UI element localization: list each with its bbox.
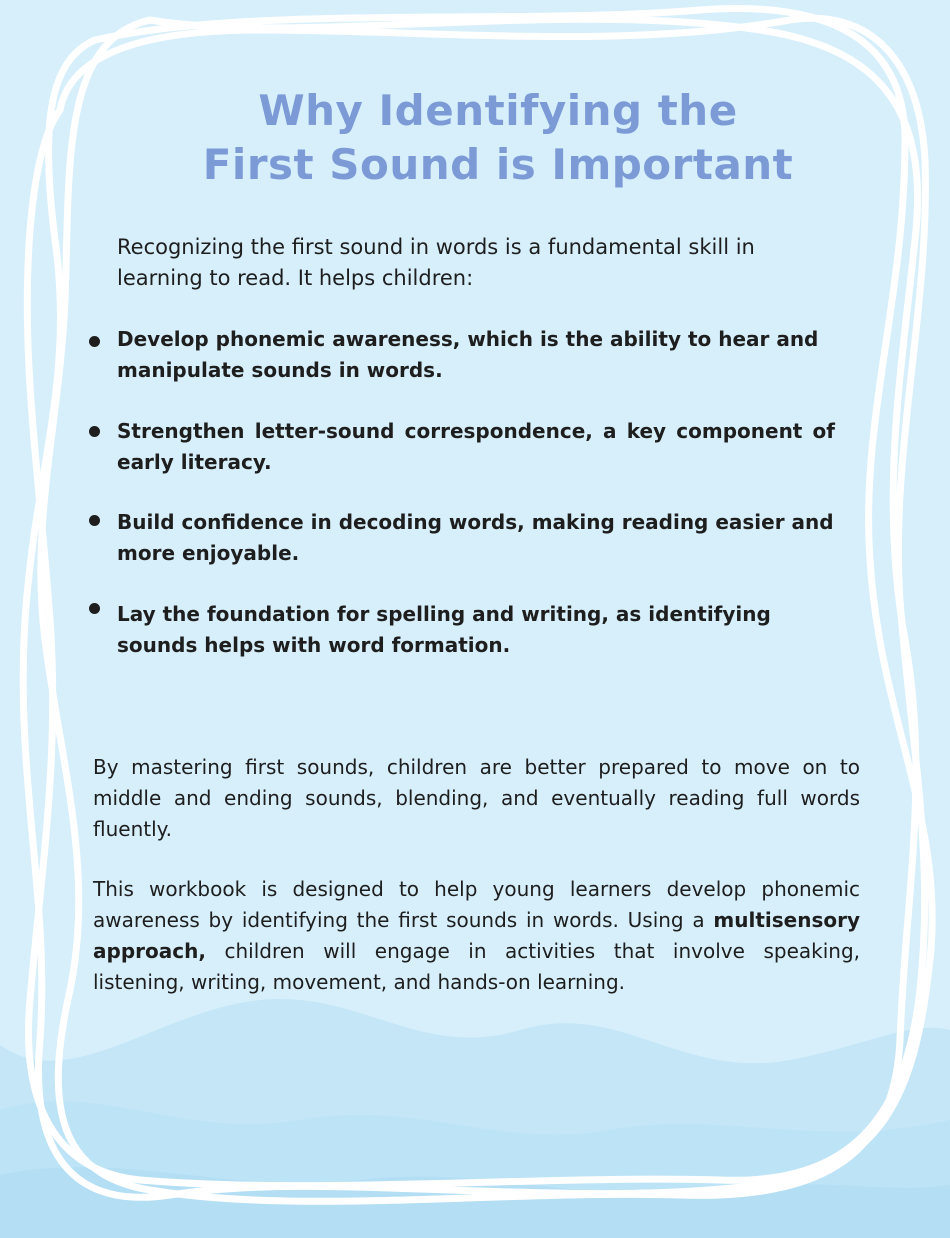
bullet-dot: [89, 515, 100, 526]
bullet-item-1: Develop phonemic awareness, which is the ability to hear and manipulate sounds in words.: [117, 327, 819, 382]
bullet-item-4: Lay the foundation for spelling and writing, as identifying sounds helps with word formation.: [117, 602, 771, 657]
page-title: [0, 84, 950, 192]
title-line-1: Why Identifying the: [258, 86, 738, 135]
bullet-dot: [89, 603, 100, 614]
paragraph-workbook-part-2: children will engage in activities that involve speaking, listening, writing, movement, and hands-on learning.: [93, 939, 860, 994]
bullet-item-3: Build confidence in decoding words, making reading easier and more enjoyable.: [117, 510, 834, 565]
bullet-dot: [89, 426, 100, 437]
bullet-item-2: Strengthen letter-sound correspondence, a key component of early literacy.: [117, 419, 835, 474]
paragraph-workbook-part-1: This workbook is designed to help young learners develop phonemic awareness by identifying the first sounds in words. Using a: [93, 877, 860, 932]
intro-text: Recognizing the first sound in words is a fundamental skill in learning to read. It helps children:: [117, 235, 755, 290]
paragraph-workbook-bold: multisensory approach,: [93, 908, 860, 963]
paragraph-workbook: [93, 874, 860, 998]
bullet-dot: [89, 336, 100, 347]
title-line-2: First Sound is Important: [202, 140, 794, 189]
paragraph-mastering: By mastering first sounds, children are better prepared to move on to middle and ending sounds, blending, and eventually reading full words fluently.: [93, 755, 860, 841]
